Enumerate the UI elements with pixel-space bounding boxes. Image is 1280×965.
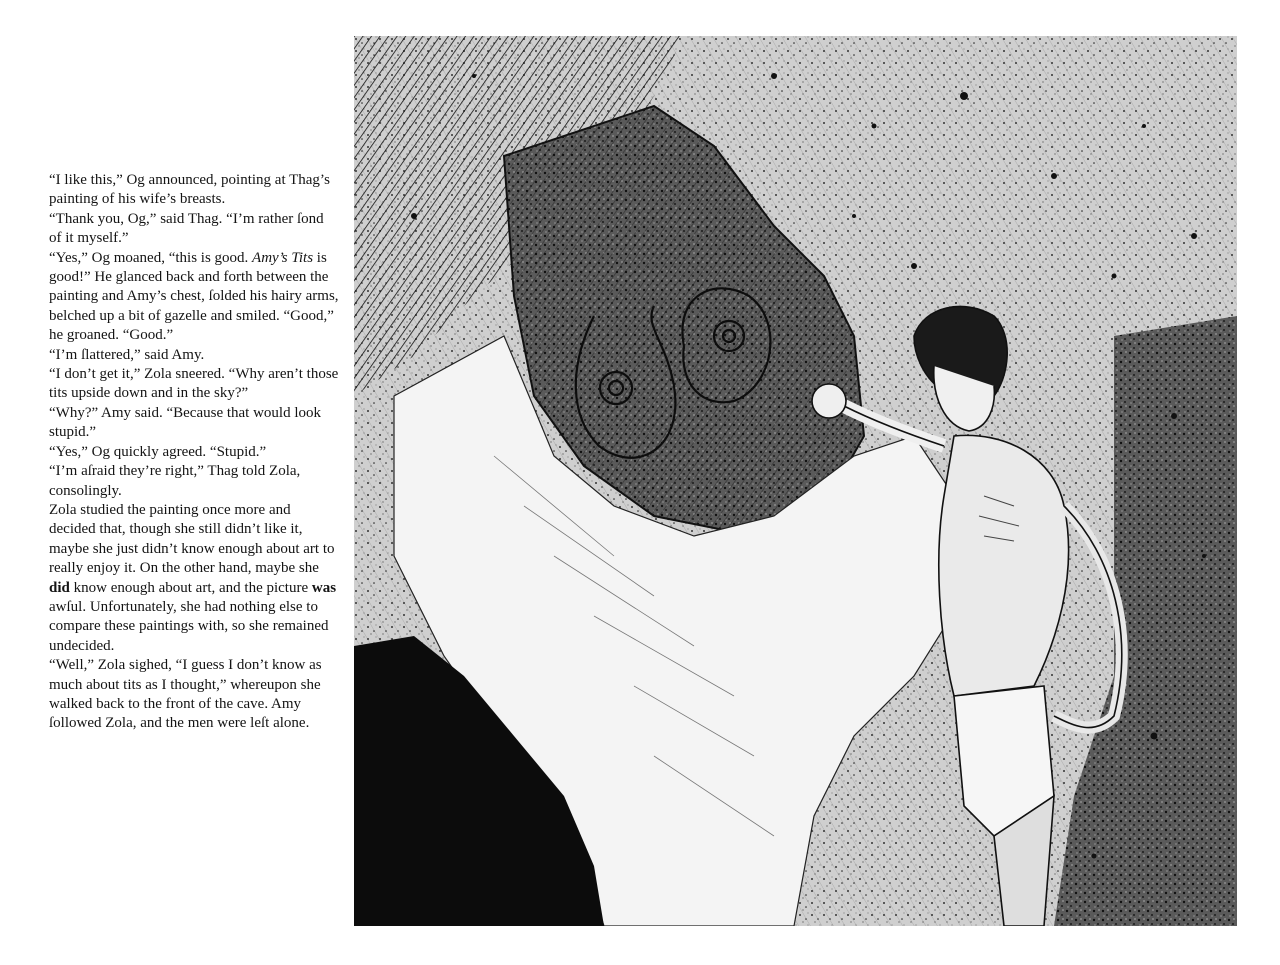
story-text-segment: “I like this,” Og announced, pointing at Thag’s painting of his wife’s breasts.	[49, 172, 330, 208]
story-paragraph-p2	[49, 210, 339, 249]
story-paragraph-p1	[49, 171, 339, 210]
story-text-segment: “Thank you, Og,” said Thag. “I’m rather ſond of it myself.”	[49, 210, 324, 247]
story-text-segment: “Yes,” Og quickly agreed. “Stupid.”	[49, 443, 267, 460]
story-paragraph-p3	[49, 249, 339, 346]
story-text-segment: “Yes,” Og moaned, “this is good.	[49, 249, 253, 266]
story-text-segment: know enough about art, and the picture	[69, 579, 312, 596]
story-paragraph-p9	[49, 501, 339, 656]
story-text-segment: “Well,” Zola sighed, “I guess I don’t know as much about tits as I thought,” whereupon she walked back to the front of the cave. Amy ſollowed Zola, and the men were leſt alone.	[49, 657, 322, 732]
story-paragraph-p8	[49, 462, 339, 501]
story-text-segment: “I’m ſlattered,” said Amy.	[49, 346, 205, 363]
story-paragraph-p7	[49, 443, 339, 462]
story-text-segment: “I’m aſraid they’re right,” Thag told Zola, consolingly.	[49, 463, 301, 499]
story-text-segment: did	[49, 579, 70, 596]
cave-painting-illustration	[354, 36, 1237, 926]
story-text-segment: Zola studied the painting once more and decided that, though she still didn’t like it, maybe she just didn’t know enough about art to really enjoy it. On the other hand, maybe she	[49, 501, 335, 577]
story-paragraph-p6	[49, 404, 339, 443]
story-paragraph-p5	[49, 365, 339, 404]
story-text-segment: Amy’s Tits	[252, 249, 314, 266]
story-text-segment: awſul. Unfortunately, she had nothing else to compare these paintings with, so she remained undecided.	[49, 598, 329, 654]
story-text	[49, 171, 339, 734]
story-text-segment: “I don’t get it,” Zola sneered. “Why aren’t those tits upside down and in the sky?”	[49, 366, 339, 402]
story-text-segment: “Why?” Amy said. “Because that would look stupid.”	[49, 404, 322, 441]
story-paragraph-p10	[49, 656, 339, 734]
story-paragraph-p4	[49, 346, 339, 365]
illustration-artwork	[354, 36, 1237, 926]
story-text-segment: was	[311, 579, 337, 596]
story-text-segment: is good!” He glanced back and forth between the painting and Amy’s chest, ſolded his hairy arms, belched up a bit of gazelle and smiled. “Good,” he groaned. “Good.”	[49, 249, 339, 344]
